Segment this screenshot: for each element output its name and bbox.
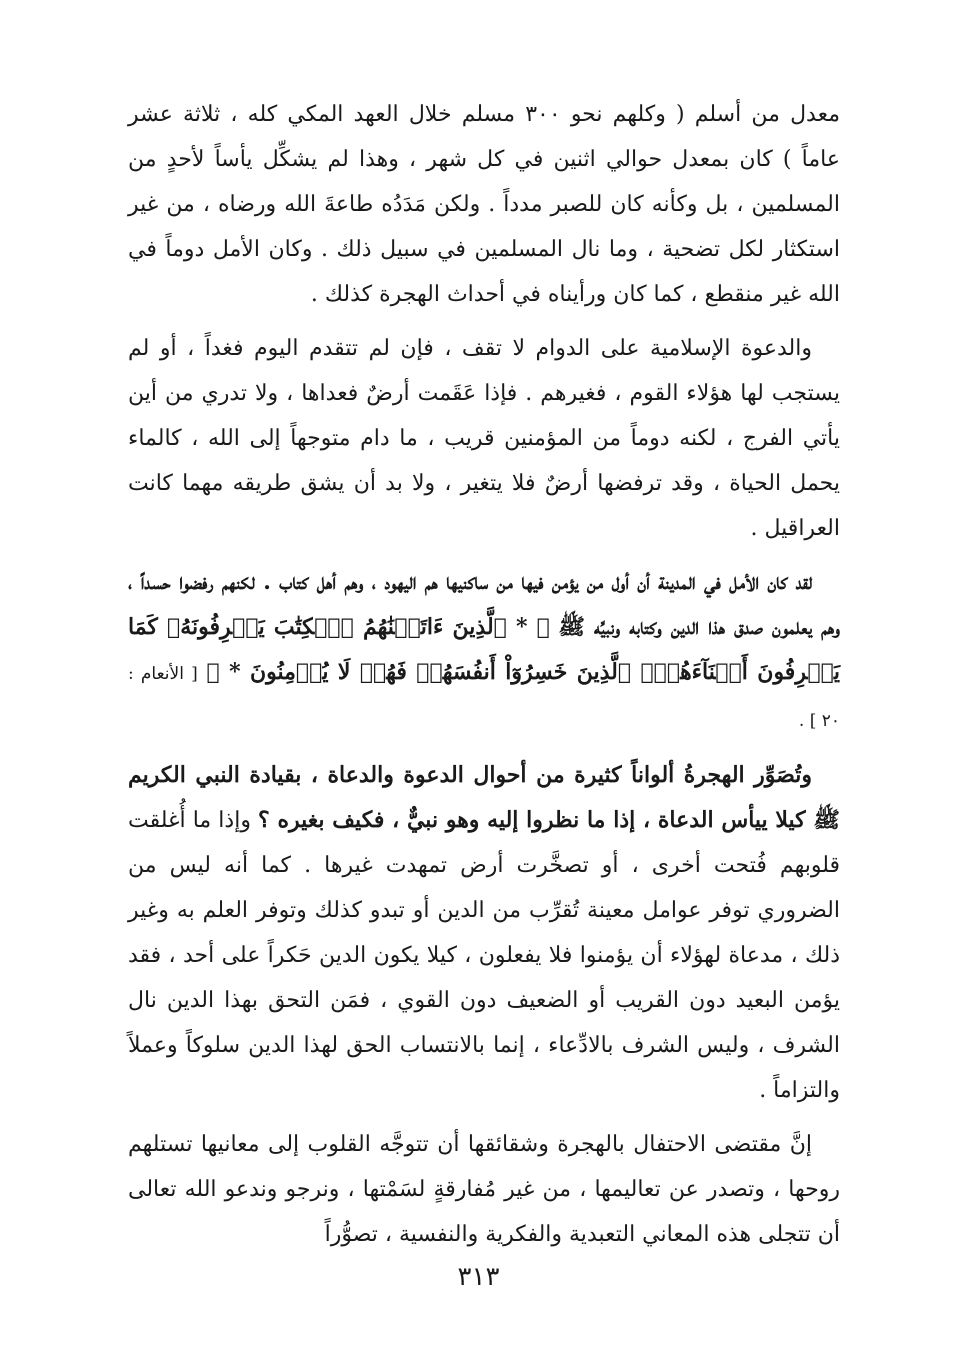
paragraph-2: والدعوة الإسلامية على الدوام لا تقف ، فإن لم تتقدم اليوم فغداً ، أو لم يستجب لها هؤلاء القوم ، فغيرهم . فإذا عَقَمت أرضٌ فعداها ، ولا تدري من أين يأتي الفرج ، لكنه دوماً من المؤمنين قريب ، ما دام متوجهاً إلى الله ، كالماء يحمل الحياة ، وقد ترفضها أرضٌ فلا يتغير ، ولا بد أن يشق طريقه مهما كانت العراقيل . [128,336,840,541]
page-number: ٣١٣ [457,1262,500,1292]
paragraph-4-bold: وتُصَوِّر الهجرةُ ألواناً كثيرة من أحوال الدعوة والدعاة ، بقيادة النبي الكريم ﷺ كيلا ييأس الدعاة ، إذا ما نظروا إليه وهو نبيٌّ ، فكيف بغيره ؟ [128,762,840,833]
page-body [128,92,840,1266]
paragraph-1: معدل من أسلم ( وكلهم نحو ٣٠٠ مسلم خلال العهد المكي كله ، ثلاثة عشر عاماً ) كان بمعدل حوالي اثنين في كل شهر ، وهذا لم يشكِّل يأساً لأحدٍ من المسلمين ، بل وكأنه كان للصبر مدداً . ولكن مَدَدُه طاعةَ الله ورضاه ، من غير استكثار لكل تضحية ، وما نال المسلمين في سبيل ذلك . وكان الأمل دوماً في الله غير منقطع ، كما كان ورأيناه في أحداث الهجرة كذلك . [128,102,841,307]
quran-verse: ﴿ * ٱلَّذِينَ ءَاتَيۡنَٰهُمُ ٱلۡكِتَٰبَ يَعۡرِفُونَهُۥ كَمَا يَعۡرِفُونَ أَبۡنَآءَهُمُۘ ٱلَّذِينَ خَسِرُوٓاْ أَنفُسَهُمۡ فَهُمۡ لَا يُؤۡمِنُونَ * ﴾ [128,614,840,685]
verse-reference: [ الأنعام : ٢٠ ] . [128,664,840,731]
paragraph-3-intro: لقد كان الأمل في المدينة أن أول من يؤمن فيها من ساكنيها هم اليهود ، وهم أهل كتاب . لكنهم رفضوا حسداً ، وهم يعلمون صدق هذا الدين وكتابه ونبيِّه ﷺ [128,569,841,640]
paragraph-5: إنَّ مقتضى الاحتفال بالهجرة وشقائقها أن تتوجَّه القلوب إلى معانيها تستلهم روحها ، وتصدر عن تعاليمها ، من غير مُفارقةٍ لسَمْتها ، ونرجو وندعو الله تعالى أن تتجلى هذه المعاني التعبدية والفكرية والنفسية ، تصوُّراً [128,1132,840,1247]
paragraph-3 [128,560,840,744]
paragraph-4-rest: وإذا ما أُغلقت قلوبهم فُتحت أخرى ، أو تصخَّرت أرض تمهدت غيرها . كما أنه ليس من الضروري توفر عوامل معينة تُقرِّب من الدين أو تبدو كذلك وتوفر العلم به وغير ذلك ، مدعاة لهؤلاء أن يؤمنوا فلا يفعلون ، كيلا يكون الدين حَكراً على أحد ، فقد يؤمن البعيد دون القريب أو الضعيف دون القوي ، فمَن التحق بهذا الدين نال الشرف ، وليس الشرف بالادِّعاء ، إنما بالانتساب الحق لهذا الدين سلوكاً وعملاً والتزاماً . [128,808,840,1103]
paragraph-4 [128,753,840,1113]
